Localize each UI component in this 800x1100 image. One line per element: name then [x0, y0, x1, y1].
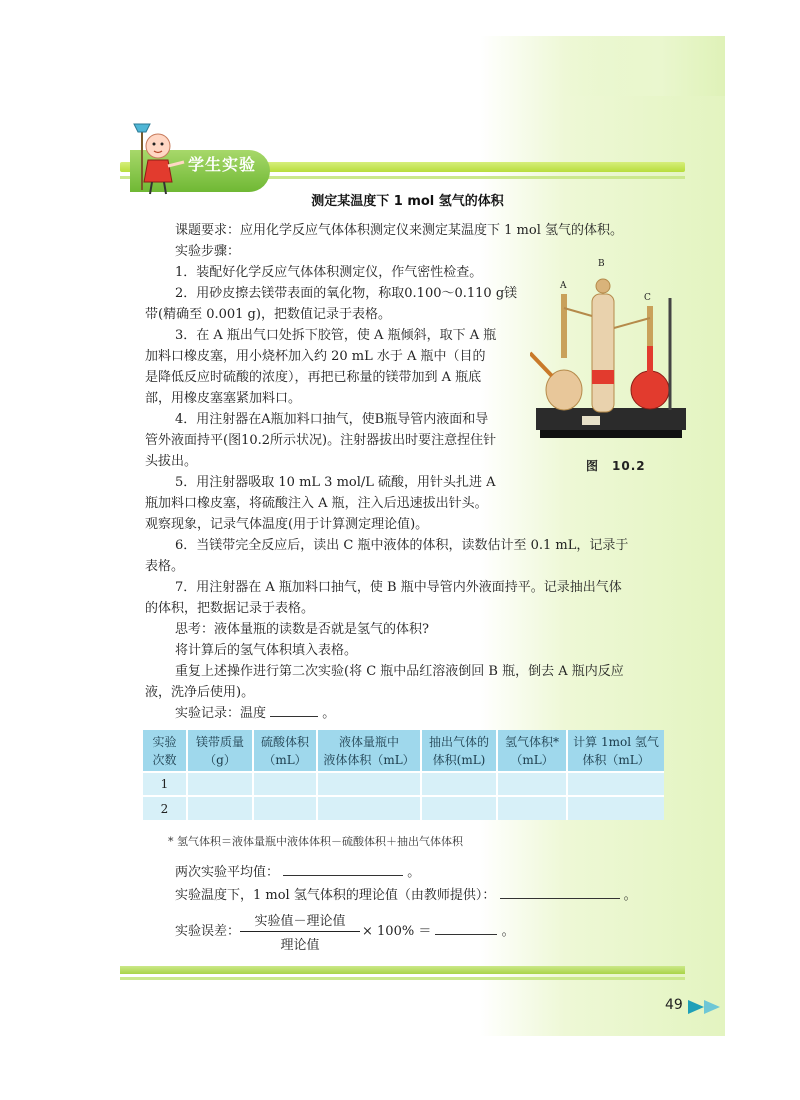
table-cell	[253, 796, 317, 820]
paragraph: 加料口橡皮塞，用小烧杯加入约 20 mL 水于 A 瓶中（目的	[145, 349, 486, 364]
table-cell: 1	[143, 772, 187, 796]
label-a: A	[560, 281, 567, 291]
temperature-blank	[270, 703, 318, 717]
paragraph: 课题要求：应用化学反应气体体积测定仪来测定某温度下 1 mol 氢气的体积。	[175, 223, 623, 238]
table-row	[143, 772, 664, 796]
table-cell	[421, 772, 497, 796]
paragraph: 将计算后的氢气体积填入表格。	[175, 643, 358, 658]
paragraph: 1．装配好化学反应气体体积测定仪，作气密性检查。	[175, 265, 483, 280]
paragraph: 思考：液体量瓶的读数是否就是氢气的体积?	[175, 622, 429, 637]
table-footnote: * 氢气体积＝液体量瓶中液体体积－硫酸体积＋抽出气体体积	[168, 835, 463, 848]
paragraph: 表格。	[145, 559, 185, 574]
table-cell	[317, 772, 421, 796]
record-label: 实验记录：温度	[175, 706, 267, 721]
table-cell	[317, 796, 421, 820]
error-fraction	[240, 910, 360, 953]
theory-period: 。	[623, 888, 637, 903]
average-line	[175, 862, 420, 884]
record-temperature	[175, 703, 335, 725]
next-arrows-icon	[688, 1000, 722, 1014]
paragraph: 7．用注射器在 A 瓶加料口抽气，使 B 瓶中导管内外液面持平。记录抽出气体	[175, 580, 622, 595]
error-period: 。	[501, 924, 515, 939]
paragraph: 3．在 A 瓶出气口处拆下胶管，使 A 瓶倾斜，取下 A 瓶	[175, 328, 497, 343]
error-result-line	[362, 921, 515, 943]
section-badge-label: 学生实验	[188, 155, 257, 174]
average-blank	[283, 862, 403, 876]
label-c: C	[644, 293, 651, 303]
record-table	[143, 730, 664, 820]
paragraph: 5．用注射器吸取 10 mL 3 mol/L 硫酸，用针头扎进 A	[175, 475, 496, 490]
theory-blank	[500, 885, 620, 899]
table-header-cell: 实验 次数	[143, 730, 187, 772]
error-label: 实验误差：	[175, 924, 241, 939]
table-cell	[421, 796, 497, 820]
paragraph: 管外液面持平(图10.2所示状况)。注射器拔出时要注意捏住针	[145, 433, 497, 448]
table-cell	[497, 772, 567, 796]
page-number: 49	[665, 997, 683, 1013]
table-header-cell: 氢气体积* （mL）	[497, 730, 567, 772]
paragraph: 重复上述操作进行第二次实验(将 C 瓶中品红溶液倒回 B 瓶，倒去 A 瓶内反应	[175, 664, 624, 679]
record-suffix: 。	[322, 706, 336, 721]
paragraph: 实验步骤：	[175, 244, 241, 259]
paragraph: 带(精确至 0.001 g)，把数值记录于表格。	[145, 307, 391, 322]
paragraph: 头拔出。	[145, 454, 198, 469]
average-label: 两次实验平均值：	[175, 865, 280, 880]
table-header-row	[143, 730, 664, 772]
paragraph: 瓶加料口橡皮塞，将硫酸注入 A 瓶，注入后迅速拔出针头。	[145, 496, 488, 511]
table-header-cell: 计算 1mol 氢气 体积（mL）	[567, 730, 664, 772]
page-title: 测定某温度下 1 mol 氢气的体积	[311, 194, 504, 209]
label-b: B	[598, 259, 605, 269]
page-corner-decoration-top	[560, 36, 725, 96]
fraction-numerator: 实验值－理论值	[240, 910, 360, 932]
table-header-cell: 抽出气体的 体积(mL)	[421, 730, 497, 772]
error-tail: × 100% ＝	[362, 924, 432, 939]
gas-volume-apparatus-figure	[530, 258, 690, 453]
theory-line	[175, 885, 637, 907]
table-cell	[567, 796, 664, 820]
figure-caption: 图 10.2	[586, 459, 646, 473]
table-cell	[187, 772, 253, 796]
paragraph: 液，洗净后使用)。	[145, 685, 255, 700]
table-row	[143, 796, 664, 820]
table-cell	[187, 796, 253, 820]
table-cell: 2	[143, 796, 187, 820]
footer-bar	[120, 966, 685, 974]
paragraph: 4．用注射器在A瓶加料口抽气，使B瓶导管内液面和导	[175, 412, 489, 427]
paragraph: 的体积，把数据记录于表格。	[145, 601, 315, 616]
paragraph: 部，用橡皮塞塞紧加料口。	[145, 391, 302, 406]
table-header-cell: 硫酸体积 （mL）	[253, 730, 317, 772]
table-header-cell: 镁带质量 （g）	[187, 730, 253, 772]
average-period: 。	[407, 865, 421, 880]
table-header-cell: 液体量瓶中 液体体积（mL）	[317, 730, 421, 772]
footer-rule	[120, 977, 685, 980]
paragraph: 2．用砂皮擦去镁带表面的氧化物，称取0.100～0.110 g镁	[175, 286, 518, 301]
fraction-denominator: 理论值	[280, 938, 320, 953]
theory-label: 实验温度下，1 mol 氢气体积的理论值（由教师提供）：	[175, 888, 496, 903]
table-cell	[497, 796, 567, 820]
paragraph: 6．当镁带完全反应后，读出 C 瓶中液体的体积，读数估计至 0.1 mL，记录于	[175, 538, 629, 553]
paragraph: 是降低反应时硫酸的浓度），再把已称量的镁带加到 A 瓶底	[145, 370, 482, 385]
paragraph: 观察现象，记录气体温度(用于计算测定理论值)。	[145, 517, 429, 532]
table-cell	[253, 772, 317, 796]
table-cell	[567, 772, 664, 796]
error-blank	[435, 921, 497, 935]
